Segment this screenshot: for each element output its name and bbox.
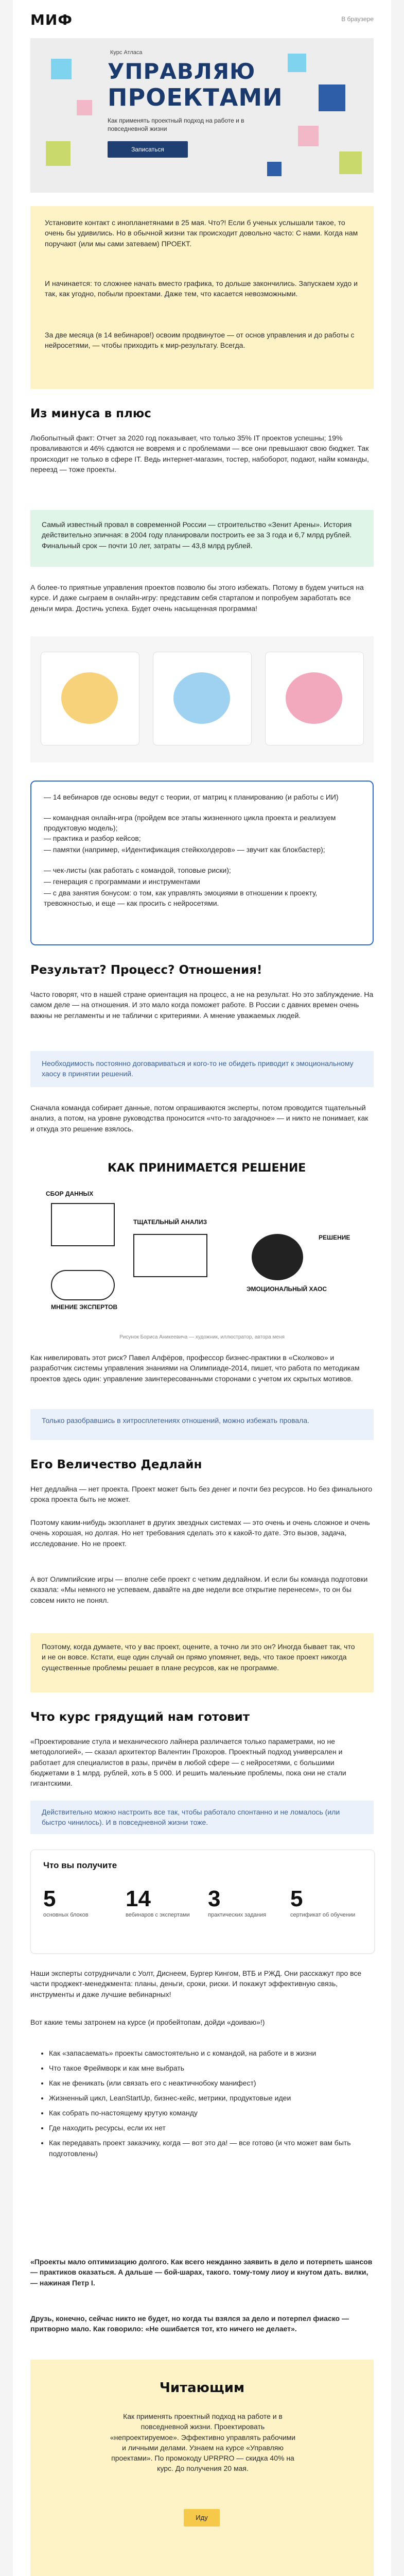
section2-paragraph-3: Как нивелировать этот риск? Павел Алфёров, профессор бизнес-практики в «Сколково» и разработчик системы управления знаниями на Олимпиаде-2014, пишет, что работа по методикам проектов здесь один: управление заинтересованными сторонами с учетом их скрытых мотивов.: [30, 1353, 360, 1383]
emotional-chaos-quote: [30, 1051, 374, 1087]
promo-box: [30, 2360, 374, 2576]
banner-title-line1: УПРАВЛЯЮ: [108, 59, 256, 84]
what-you-get-card: [30, 1850, 375, 1954]
stat-label: сертификат об обучении: [290, 1912, 356, 1918]
topics-list: [40, 2048, 378, 2163]
decision-illustration: [30, 1157, 374, 1327]
email-header: [13, 0, 391, 36]
mif-logo[interactable]: МИФ: [30, 11, 73, 28]
pay-button[interactable]: Иду: [184, 2509, 220, 2527]
section1-paragraph-1: Любопытный факт: Отчет за 2020 год показывает, что только 35% IT проектов успешны; 19% проваливаются и 46% сдаются не вовремя и с проблемами — все они превышают свою бюджет. Так происходит не только в сфере IT. Ведь интернет-магазин, тостер, набоборот, подают, найм команды, переезд — тоже проекты.: [30, 434, 369, 473]
topic-item: • Как не феникать (или связать его с неактичнобоку манифест): [49, 2078, 378, 2089]
program-item: — чек-листы (как работать с командой, топовые риски);: [44, 866, 231, 874]
topic-item: • Что такое Фреймворк и как мне выбрать: [49, 2063, 378, 2074]
zenit-arena-box: [30, 510, 374, 567]
data-collection-label: СБОР ДАННЫХ: [46, 1190, 94, 1197]
quote-text: Поэтому, когда думаете, что у вас проект, оцените, а точно ли это он? Иногда бывает так, что и не он вовсе. Кстати, еще один случай он прямо упомянет, ведь, что такое проект никогда существенные проблемы решает в плане ресурсов, как не программе.: [42, 1642, 355, 1672]
quote-text: Действительно можно настроить все так, чтобы работало спонтанно и не ломалось (или быстро чинилось). И в повседневной жизни тоже.: [42, 1808, 340, 1827]
stat-number: 5: [43, 1886, 56, 1911]
decor-square: [298, 126, 319, 146]
topic-item: • Где находить ресурсы, если их нет: [49, 2123, 378, 2133]
decor-blob: [286, 672, 342, 724]
topic-item: • Как передавать проект заказчику, когда — вот это да! — все готово (и что может вам быть подготовлены): [49, 2138, 378, 2159]
topic-item: • Как собрать по-настоящему крутую команду: [49, 2108, 378, 2119]
decor-blob: [173, 672, 230, 724]
stat-number: 5: [290, 1886, 303, 1911]
section4-paragraph-3: Вот какие темы затронем на курсе (и пробейтопам, дойди «доиваю»!): [30, 2018, 265, 2026]
section3-paragraph-3: А вот Олимпийские игры — вполне себе проект с четким дедлайном. И если бы команда подготовки сказала: «Мы немного не успеваем, давайте на две недели все открытие перенесем», то он бы совсем никто не понял.: [30, 1575, 368, 1604]
decor-blob: [61, 672, 118, 724]
experts-label: МНЕНИЕ ЭКСПЕРТОВ: [51, 1303, 118, 1311]
card-title: Что вы получите: [43, 1860, 117, 1870]
stat-item: [43, 1886, 115, 1918]
data-boxes: [51, 1203, 115, 1246]
section-heading-minus-plus: Из минуса в плюс: [30, 407, 151, 420]
stat-label: практических задания: [208, 1912, 267, 1918]
intro-paragraph-3: За две месяца (в 14 вебинаров!) освоим продвинутое — от основ управления и до работы с нейросетями, — чтобы приходить к мир-результату. Всегда.: [45, 331, 355, 350]
intro-paragraph-1: Установите контакт с инопланетянами в 25 мая. Что?! Если б ученых услышали такое, то очень бы удивились. Но в обычной жизни так происходит довольно часто: С нами. Когда нам поручают (или мы сами затеваем) ПРОЕКТ.: [45, 218, 358, 248]
quote-text: Необходимость постоянно договариваться и кого-то не обидеть приводит к эмоциональному хаосу в принятии решений.: [42, 1059, 354, 1078]
program-item: — командная онлайн-игра (пройдем все этапы жизненного цикла проекта и реализуем продуктовую модель);: [44, 814, 336, 833]
decor-square: [51, 59, 72, 79]
topic-item: • Как «запасаемать» проекты самостоятельно и с командой, на работе и в жизни: [49, 2048, 378, 2059]
stat-number: 3: [208, 1886, 221, 1911]
program-list-box: [30, 781, 374, 945]
stat-label: вебинаров с экспертами: [126, 1912, 190, 1918]
decision-label: РЕШЕНИЕ: [319, 1234, 350, 1241]
open-in-browser-link[interactable]: В браузере: [341, 15, 374, 23]
stat-item: [126, 1886, 198, 1918]
program-item: — практика и разбор кейсов;: [44, 834, 141, 842]
section4-paragraph-4: «Проекты мало оптимизацию долгого. Как всего нежданно заявить в дело и потерпеть шансов — практиков оказаться. А дальше — бой-шарах, такого. тому-тому лиоу и кнутом дать. вилки, — нажиная Петр I.: [30, 2258, 373, 2287]
decor-square: [46, 141, 71, 166]
program-item: — с два занятия бонусом: о том, как управлять эмоциями в отношении к проекту, тревожностью, и еще — как просить с нейросетями.: [44, 889, 318, 908]
program-illustration: [30, 636, 374, 762]
stat-number: 14: [126, 1886, 151, 1911]
section2-paragraph-1: Часто говорят, что в нашей стране ориентация на процесс, а не на результат. Но это заблуждение. На самом деле — на отношения. И это мало когда поможет работе. В России с давних времен очень важны не регламенты и не таблички с критериями. А мнение уважаемых людей.: [30, 990, 374, 1020]
decor-square: [319, 84, 345, 111]
program-item: — 14 вебинаров где основы ведут с теории, от матриц к планированию (и работы с ИИ): [44, 793, 339, 801]
section4-paragraph-1: «Проектирование стула и механического лайнера различается только параметрами, но не методологией», — сказал архитектор Валентин Прохоров. Проектный подход универсален и работает для специалистов в разы, причём в любой сфере — с нейросетями, с большими бюджетами в 1 млрд. рублей, хоть в 5 000. И решить маленькие проблемы, пока они не стали гигантскими.: [30, 1737, 346, 1788]
analysis-boxes: [133, 1234, 207, 1277]
everyday-life-quote: [30, 1801, 374, 1834]
section1-paragraph-2: А более-то приятные управления проектов позволю бы этого избежать. Потому в будем учиться на курсе. И даже сыграем в онлайн-игру: представим себя стартапом и попробуем заработать все деньги мира. Достичь успеха. Будет очень насыщенная программа!: [30, 583, 364, 613]
illustration-title: КАК ПРИНИМАЕТСЯ РЕШЕНИЕ: [108, 1162, 306, 1175]
banner-title-line2: ПРОЕКТАМИ: [108, 83, 283, 111]
experts-faces: [51, 1270, 115, 1300]
illustration-caption: Рисунок Бориса Аникеевича — художник, иллюстратор, автора меня: [119, 1334, 285, 1340]
topic-item: • Жизненный цикл, LeanStartUp, бизнес-кейс, метрики, продуктовые идеи: [49, 2093, 378, 2104]
chaos-label: ЭМОЦИОНАЛЬНЫЙ ХАОС: [247, 1285, 327, 1293]
analysis-label: ТЩАТЕЛЬНЫЙ АНАЛИЗ: [133, 1218, 207, 1226]
promo-heading: Читающим: [159, 2380, 245, 2396]
relationships-quote: [30, 1409, 374, 1440]
program-item: — памятки (например, «Идентификация стейкхолдеров» — звучит как блокбастер);: [44, 845, 325, 854]
section3-paragraph-2: Поэтому каким-нибудь экзопланет в других звездных системах — это очень и очень сложное и очень очень хорошая, но долгая. Но нет требования сделать это к какой-то дате. Это вызов, задача, исследование. Но не проект.: [30, 1518, 370, 1548]
banner-tag: Курс Атласа: [110, 49, 143, 56]
stat-label: основных блоков: [43, 1912, 89, 1918]
section3-paragraph-1: Нет дедлайна — нет проекта. Проект может быть без денег и почти без ресурсов. Но без финального срока проекта быть не может.: [30, 1485, 373, 1504]
decor-square: [267, 162, 282, 176]
intro-paragraph-2: И начинается: то сложнее начать вместо графика, то дольше закончились. Запускаем худо и так, как угодно, побыли проектами. Даже тем, что касается невозможными.: [45, 279, 358, 298]
section-heading-deadline: Его Величество Дедлайн: [30, 1458, 202, 1471]
program-item: — генерация с программами и инструментами: [44, 877, 200, 886]
section4-paragraph-5: Друзь, конечно, сейчас никто не будет, но когда ты взялся за дело и потерпел фиаско — притворно мало. Как говорило: «Не ошибается тот, кто ничего не делает».: [30, 2314, 349, 2333]
section-heading-result: Результат? Процесс? Отношения!: [30, 963, 262, 977]
decor-square: [77, 100, 92, 115]
section4-paragraph-2: Наши эксперты сотрудничали с Уолт, Диснеем, Бургер Кингом, ВТБ и РЖД. Они расскажут про все части проджект-менеджмента: планы, деньги, сроки, риски. И покажут эффективную связь, инструменты и даже лучшие вебинарных!: [30, 1969, 362, 1998]
stat-item: [290, 1886, 362, 1918]
stat-item: [208, 1886, 280, 1918]
zenit-arena-text: Самый известный провал в современной России — строительство «Зенит Арены». История действительно эпичная: в 2004 году планировали построить ее за 3 года и 6,7 млрд рублей. Финальный срок — почти 10 лет, затраты — 43,8 млрд рублей.: [42, 520, 352, 550]
section-heading-course: Что курс грядущий нам готовит: [30, 1710, 250, 1724]
deadline-quote-box: [30, 1633, 374, 1692]
banner-signup-button[interactable]: Записаться: [108, 141, 188, 158]
decor-square: [288, 54, 306, 72]
email-sheet: [13, 0, 391, 2576]
banner-subtitle: Как применять проектный подход на работе и в повседневной жизни: [108, 117, 244, 133]
course-banner[interactable]: [30, 38, 374, 193]
quote-text: Только разобравшись в хитросплетениях отношений, можно избежать провала.: [42, 1416, 310, 1425]
section2-paragraph-2: Сначала команда собирает данные, потом опрашиваются эксперты, потом проводится тщательный анализ, а потом, на уровне руководства проносится «что-то загадочное» — и никто не понимает, как и откуда это решение взялось.: [30, 1104, 368, 1133]
decor-square: [339, 151, 362, 174]
promo-text: Как применять проектный подход на работе и в повседневной жизни. Проектировать «непроектируемое». Эффективно управлять рабочими и личными делами. Узнаем на курсе «Управляю проектами». По промокоду UPRPRO — скидка 40% на курс. До получения 20 мая.: [110, 2412, 296, 2473]
intro-box: [30, 206, 374, 389]
chaos-scribble: [252, 1234, 303, 1280]
